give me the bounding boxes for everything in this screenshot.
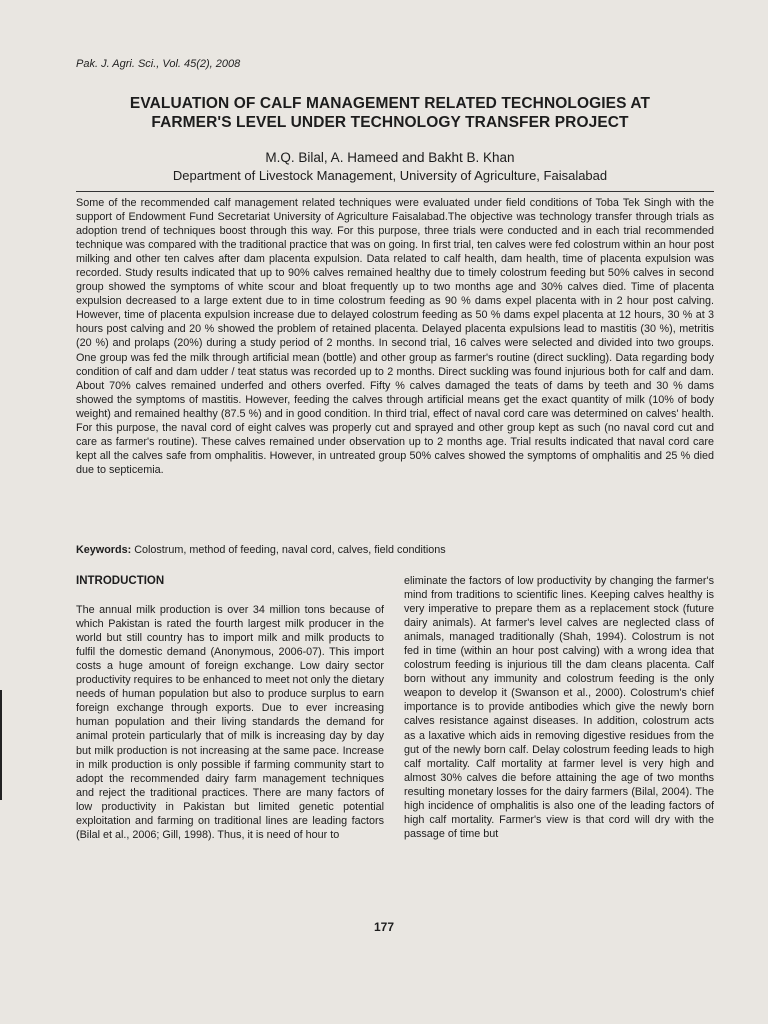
intro-paragraph-left: The annual milk production is over 34 million tons because of which Pakistan is rated the fourth largest milk producer in the world but still country has to import milk and milk products to fulfil the domestic demand (Anonymous, 2006-07). This import costs a huge amount of foreign exchange. Low dairy sector productivity requires to be enhanced to meet not only the dietary needs of human population but also to produce surplus to earn foreign exchange through exports. Due to ever increasing human population and their living standards the demand for animal protein particularly that of milk is increasing day by day but milk production is not increasing at the same pace. Increase in milk production is only possible if farming community start to adopt the recommended dairy farm management techniques and reject the traditional practices. There are many factors of low productivity in Pakistan but limited genetic potential exploitation and farming on traditional lines are leading factors (Bilal et al., 2006; Gill, 1998). Thus, it is need of hour to [76, 604, 384, 841]
authors: M.Q. Bilal, A. Hameed and Bakht B. Khan [265, 150, 515, 165]
paper-title [40, 94, 740, 132]
affiliation: Department of Livestock Management, University of Agriculture, Faisalabad [172, 168, 608, 183]
keywords [76, 543, 714, 557]
abstract: Some of the recommended calf management related techniques were evaluated under field conditions of Toba Tek Singh with the support of Endowment Fund Secretariat University of Agriculture Faisalabad.The objective was technology transfer through trials as adoption trend of techniques boost through this way. For this purpose, three trials were conducted and in each trial recommended technique was compared with the traditional practice that was on going. In first trial, ten calves were fed colostrum within an hour post milking and other ten calves after dam placenta expulsion. Data related to calf health, dam health, time of placenta expulsion was recorded. Study results indicated that up to 90% calves remained healthy due to timely colostrum feeding but 50% calves in second group showed the symptoms of white scour and bloat frequently up to two months age and 30% calves died. Time of placenta expulsion decreased to a large extent due to in time colostrum feeding as 90 % dams expel placenta with in 2 hour post calving. However, time of placenta expulsion increase due to delayed colostrum feeding as 50 % dams expel placenta at 12 hours, 30 % at 3 hours post calving and 20 % showed the problem of retained placenta. Delayed placenta expulsions lead to mastitis (30 %), metritis (20 %) and prolaps (20%) during a study period of 2 months. In second trial, 16 calves were selected and divided into two groups. One group was fed the milk through artificial mean (bottle) and other group as farmer's routine (direct suckling). Data regarding body condition of calf and dam udder / teat status was recorded up to 2 months. Direct suckling was found injurious both for calf and dam. About 70% calves remained underfed and others overfed. Fifty % calves damaged the teats of dams by teeth and 30 % dams showed the symptoms of mastitis. However, feeding the calves through artificial means get the exact quantity of milk (10% of body weight) and remained healthy (87.5 %) and in good condition. In third trial, effect of naval cord care was determined on calves' health. For this purpose, the naval cord of eight calves was properly cut and sprayed and other group kept as such (no naval cord cut and care as farmer's routine). These calves remained under observation up to 2 months age. Trial results indicated that naval cord care kept all the calves safe from omphalitis. However, in untreated group 50% calves showed the symptoms of omphalitis and 25 % died due to septicemia. [76, 197, 714, 476]
keywords-text: Colostrum, method of feeding, naval cord, calves, field conditions [134, 544, 446, 556]
keywords-label: Keywords: [76, 544, 132, 556]
intro-heading: INTRODUCTION [76, 575, 165, 587]
right-column [404, 574, 714, 841]
scan-edge-mark [0, 690, 2, 800]
intro-paragraph-right: eliminate the factors of low productivity by changing the farmer's mind from traditions to scientific lines. Keeping calves healthy is very imperative to prepare them as a replacement stock (future dairy animals). At farmer's level calves are neglected class of animals, managed traditionally (Shah, 1994). Colostrum is not fed in time (within an hour post calving) with a wrong idea that colostrum feeding is injurious till the dam cleans placenta. Calf born without any immunity and colostrum feeding is the only weapon to develop it (Swanson et al., 2000). Colostrum's chief importance is to provide antibodies which give the newly born calves resistance against diseases. In addition, colostrum acts as a laxative which aids in removing digestive residues from the gut of the newly born calf. Delay colostrum feeding leads to high calf mortality. Calf mortality at farmer level is very high and almost 30% calves die before attaining the age of two months resulting monetary losses for the dairy farmers (Bilal, 2004). The high incidence of omphalitis is also one of the leading factors of high calf mortality. Farmer's view is that cord will dry with the passage of time but [404, 575, 714, 840]
journal-citation: Pak. J. Agri. Sci., Vol. 45(2), 2008 [76, 58, 241, 70]
title-line-2: FARMER'S LEVEL UNDER TECHNOLOGY TRANSFER PROJECT [151, 114, 629, 131]
title-line-1: EVALUATION OF CALF MANAGEMENT RELATED TECHNOLOGIES AT [129, 95, 651, 112]
abstract-divider [76, 191, 714, 192]
left-column [76, 574, 384, 842]
page-number: 177 [373, 920, 395, 934]
